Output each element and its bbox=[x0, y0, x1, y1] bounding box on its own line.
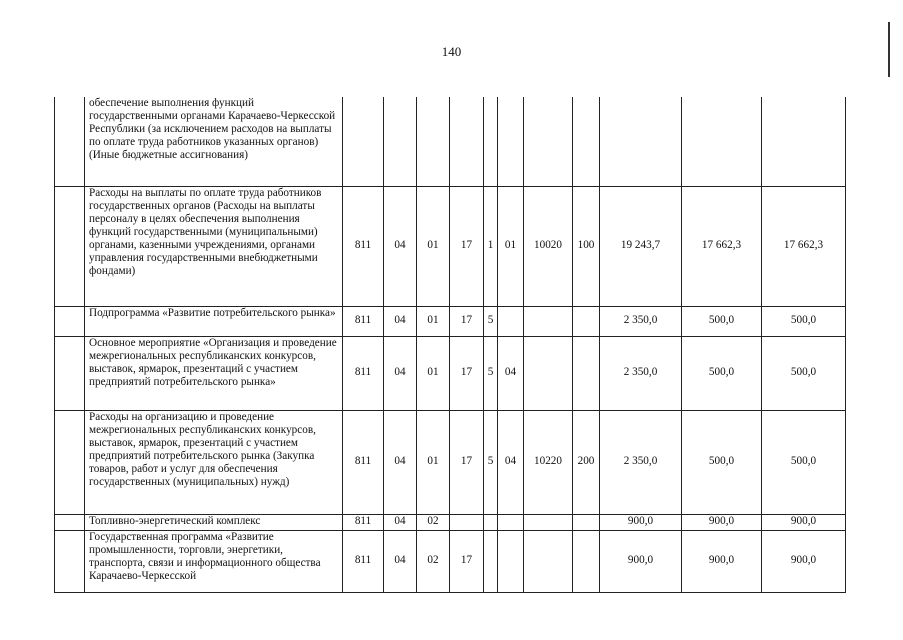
subprogram-cell: 5 bbox=[484, 410, 498, 514]
amount-year-2: 500,0 bbox=[682, 410, 762, 514]
program-cell: 17 bbox=[450, 530, 484, 592]
table-row bbox=[55, 97, 846, 186]
row-description: Подпрограмма «Развитие потребительского рынка» bbox=[85, 306, 343, 336]
amount-year-2: 500,0 bbox=[682, 336, 762, 410]
expense-type-cell bbox=[573, 306, 600, 336]
amount-year-2: 17 662,3 bbox=[682, 186, 762, 306]
code-cell: 811 bbox=[343, 306, 384, 336]
index-cell bbox=[55, 336, 85, 410]
budget-table bbox=[54, 97, 846, 593]
program-cell: 17 bbox=[450, 186, 484, 306]
activity-cell: 04 bbox=[498, 336, 524, 410]
section-cell bbox=[384, 97, 417, 186]
activity-cell: 04 bbox=[498, 410, 524, 514]
index-cell bbox=[55, 530, 85, 592]
subprogram-cell: 5 bbox=[484, 336, 498, 410]
index-cell bbox=[55, 514, 85, 530]
activity-cell bbox=[498, 530, 524, 592]
amount-year-1: 900,0 bbox=[600, 514, 682, 530]
amount-year-1: 2 350,0 bbox=[600, 336, 682, 410]
code-cell: 811 bbox=[343, 514, 384, 530]
subprogram-cell bbox=[484, 97, 498, 186]
section-cell: 04 bbox=[384, 530, 417, 592]
expense-type-cell: 100 bbox=[573, 186, 600, 306]
table-row bbox=[55, 306, 846, 336]
index-cell bbox=[55, 97, 85, 186]
index-cell bbox=[55, 306, 85, 336]
section-cell: 04 bbox=[384, 336, 417, 410]
code-cell bbox=[343, 97, 384, 186]
section-cell: 04 bbox=[384, 186, 417, 306]
subsection-cell: 01 bbox=[417, 186, 450, 306]
direction-cell bbox=[524, 530, 573, 592]
program-cell: 17 bbox=[450, 336, 484, 410]
table-row bbox=[55, 514, 846, 530]
amount-year-2 bbox=[682, 97, 762, 186]
row-description: Расходы на выплаты по оплате труда работников государственных органов (Расходы на выплаты персоналу в целях обеспечения выполнения функций государственными (муниципальными) органами, казенными учреждениями, органами управления государственными внебюджетными фондами) bbox=[85, 186, 343, 306]
subsection-cell: 01 bbox=[417, 336, 450, 410]
expense-type-cell bbox=[573, 97, 600, 186]
activity-cell: 01 bbox=[498, 186, 524, 306]
table-row bbox=[55, 530, 846, 592]
direction-cell: 10020 bbox=[524, 186, 573, 306]
amount-year-3 bbox=[762, 97, 846, 186]
expense-type-cell bbox=[573, 336, 600, 410]
amount-year-2: 900,0 bbox=[682, 514, 762, 530]
subprogram-cell bbox=[484, 530, 498, 592]
amount-year-3: 500,0 bbox=[762, 410, 846, 514]
amount-year-3: 500,0 bbox=[762, 336, 846, 410]
amount-year-1: 19 243,7 bbox=[600, 186, 682, 306]
subsection-cell bbox=[417, 97, 450, 186]
table-row bbox=[55, 186, 846, 306]
subsection-cell: 02 bbox=[417, 530, 450, 592]
amount-year-1: 900,0 bbox=[600, 530, 682, 592]
page-edge-mark bbox=[888, 22, 890, 77]
table-row bbox=[55, 410, 846, 514]
code-cell: 811 bbox=[343, 410, 384, 514]
row-description: Топливно-энергетический комплекс bbox=[85, 514, 343, 530]
amount-year-1: 2 350,0 bbox=[600, 410, 682, 514]
index-cell bbox=[55, 186, 85, 306]
row-description: Государственная программа «Развитие промышленности, торговли, энергетики, транспорта, связи и информационного общества Карачаево-Черкесской bbox=[85, 530, 343, 592]
amount-year-1 bbox=[600, 97, 682, 186]
amount-year-2: 900,0 bbox=[682, 530, 762, 592]
expense-type-cell bbox=[573, 530, 600, 592]
direction-cell bbox=[524, 97, 573, 186]
page-number: 140 bbox=[441, 44, 462, 59]
program-cell bbox=[450, 97, 484, 186]
amount-year-3: 900,0 bbox=[762, 514, 846, 530]
row-description: Основное мероприятие «Организация и проведение межрегиональных республиканских конкурсов, выставок, ярмарок, презентаций с участием предприятий потребительского рынка» bbox=[85, 336, 343, 410]
row-description: обеспечение выполнения функций государственными органами Карачаево-Черкесской Республики (за исключением расходов на выплаты по оплате труда работников указанных органов) (Иные бюджетные ассигнования) bbox=[85, 97, 343, 186]
section-cell: 04 bbox=[384, 306, 417, 336]
activity-cell bbox=[498, 514, 524, 530]
direction-cell bbox=[524, 336, 573, 410]
program-cell: 17 bbox=[450, 410, 484, 514]
amount-year-2: 500,0 bbox=[682, 306, 762, 336]
activity-cell bbox=[498, 97, 524, 186]
direction-cell bbox=[524, 514, 573, 530]
activity-cell bbox=[498, 306, 524, 336]
expense-type-cell bbox=[573, 514, 600, 530]
index-cell bbox=[55, 410, 85, 514]
section-cell: 04 bbox=[384, 514, 417, 530]
direction-cell: 10220 bbox=[524, 410, 573, 514]
subsection-cell: 01 bbox=[417, 410, 450, 514]
subprogram-cell bbox=[484, 514, 498, 530]
subsection-cell: 01 bbox=[417, 306, 450, 336]
subprogram-cell: 5 bbox=[484, 306, 498, 336]
code-cell: 811 bbox=[343, 336, 384, 410]
direction-cell bbox=[524, 306, 573, 336]
code-cell: 811 bbox=[343, 186, 384, 306]
table-row bbox=[55, 336, 846, 410]
subprogram-cell: 1 bbox=[484, 186, 498, 306]
program-cell: 17 bbox=[450, 306, 484, 336]
amount-year-3: 500,0 bbox=[762, 306, 846, 336]
subsection-cell: 02 bbox=[417, 514, 450, 530]
row-description: Расходы на организацию и проведение межрегиональных республиканских конкурсов, выставок, ярмарок, презентаций с участием предприятий потребительского рынка (Закупка товаров, работ и услуг для обеспечения государственных (муниципальных) нужд) bbox=[85, 410, 343, 514]
program-cell bbox=[450, 514, 484, 530]
expense-type-cell: 200 bbox=[573, 410, 600, 514]
amount-year-3: 900,0 bbox=[762, 530, 846, 592]
section-cell: 04 bbox=[384, 410, 417, 514]
amount-year-1: 2 350,0 bbox=[600, 306, 682, 336]
code-cell: 811 bbox=[343, 530, 384, 592]
amount-year-3: 17 662,3 bbox=[762, 186, 846, 306]
